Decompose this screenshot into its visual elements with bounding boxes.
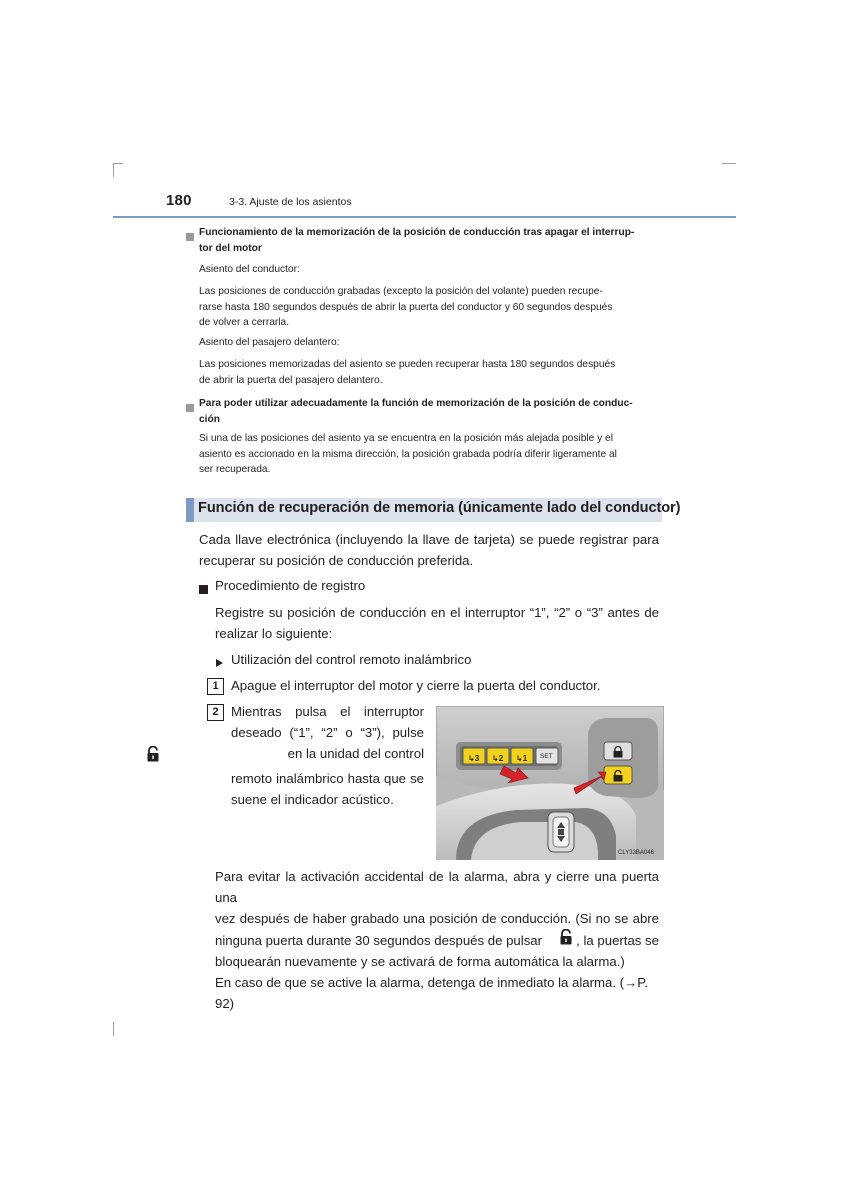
note-heading: Para poder utilizar adecuadamente la función de memorización de la posición de conduc- ción: [199, 398, 633, 425]
button-label: ↳3: [468, 754, 480, 763]
crop-mark: [722, 163, 736, 164]
register-text: Registre su posición de conducción en el interruptor “1”, “2” o “3” antes de realizar lo siguiente:: [215, 605, 659, 641]
page-number: 180: [166, 192, 192, 209]
note-heading: Funcionamiento de la memorización de la posición de conducción tras apagar el interrup- tor del motor: [199, 227, 635, 254]
note-bullet: [186, 228, 194, 246]
header-rule: [113, 216, 736, 218]
crop-mark: [113, 1022, 114, 1036]
triangle-bullet-icon: [215, 655, 224, 673]
step-number: 2: [207, 704, 224, 721]
subheading: Procedimiento de registro: [215, 578, 366, 593]
section-title: Función de recuperación de memoria (únicamente lado del conductor): [198, 500, 681, 516]
step-number: 1: [207, 678, 224, 695]
section-intro: Cada llave electrónica (incluyendo la llave de tarjeta) se puede registrar para recuperar su posición de conducción preferida.: [199, 532, 659, 568]
subheading-bullet: [199, 581, 208, 599]
step-text: Apague el interruptor del motor y cierre la puerta del conductor.: [231, 678, 601, 693]
note-bullet: [186, 399, 194, 417]
note-text: Las posiciones de conducción grabadas (excepto la posición del volante) pueden recupe- rarse hasta 180 segundos después de abrir la puerta del conductor y 60 segundos después de volver a cerrarla.: [199, 286, 613, 328]
method-item: Utilización del control remoto inalámbrico: [231, 652, 472, 667]
lock-icon: [559, 929, 573, 951]
section-banner-accent: [186, 498, 194, 522]
key-fob-figure: [436, 706, 664, 860]
crop-mark: [113, 163, 114, 177]
step-text: Mientras pulsa el interruptor deseado (“1”, “2” o “3”), pulse en la unidad del control remoto inalámbrico hasta que se suene el indicador acústico.: [231, 701, 424, 810]
crop-mark: [113, 163, 123, 164]
figure-code: CLY33BA046: [618, 850, 654, 856]
button-label: ↳2: [492, 754, 504, 763]
section-breadcrumb: 3-3. Ajuste de los asientos: [229, 196, 352, 208]
note-label: Asiento del pasajero delantero:: [199, 337, 340, 348]
note-label: Asiento del conductor:: [199, 264, 300, 275]
button-label: ↳1: [516, 754, 528, 763]
lock-icon: [146, 746, 160, 768]
note-text: Las posiciones memorizadas del asiento se pueden recuperar hasta 180 segundos después de abrir la puerta del pasajero delantero.: [199, 359, 616, 386]
closing-text: Para evitar la activación accidental de la alarma, abra y cierre una puerta una vez después de haber grabado una posición de conducción. (Si no se abre ninguna puerta durante 30 segundos después de pulsar , la puertas se bloquearán nuevamente y se activará de forma automática la alarma.) En caso de que se active la alarma, detenga de inmediato la alarma. (→P. 92): [215, 869, 659, 1011]
set-button-label: SET: [540, 753, 553, 760]
note-text: Si una de las posiciones del asiento ya se encuentra en la posición más alejada posible y el asiento es accionado en la misma dirección, la posición grabada podría diferir ligeramente al ser recuperada.: [199, 433, 617, 475]
